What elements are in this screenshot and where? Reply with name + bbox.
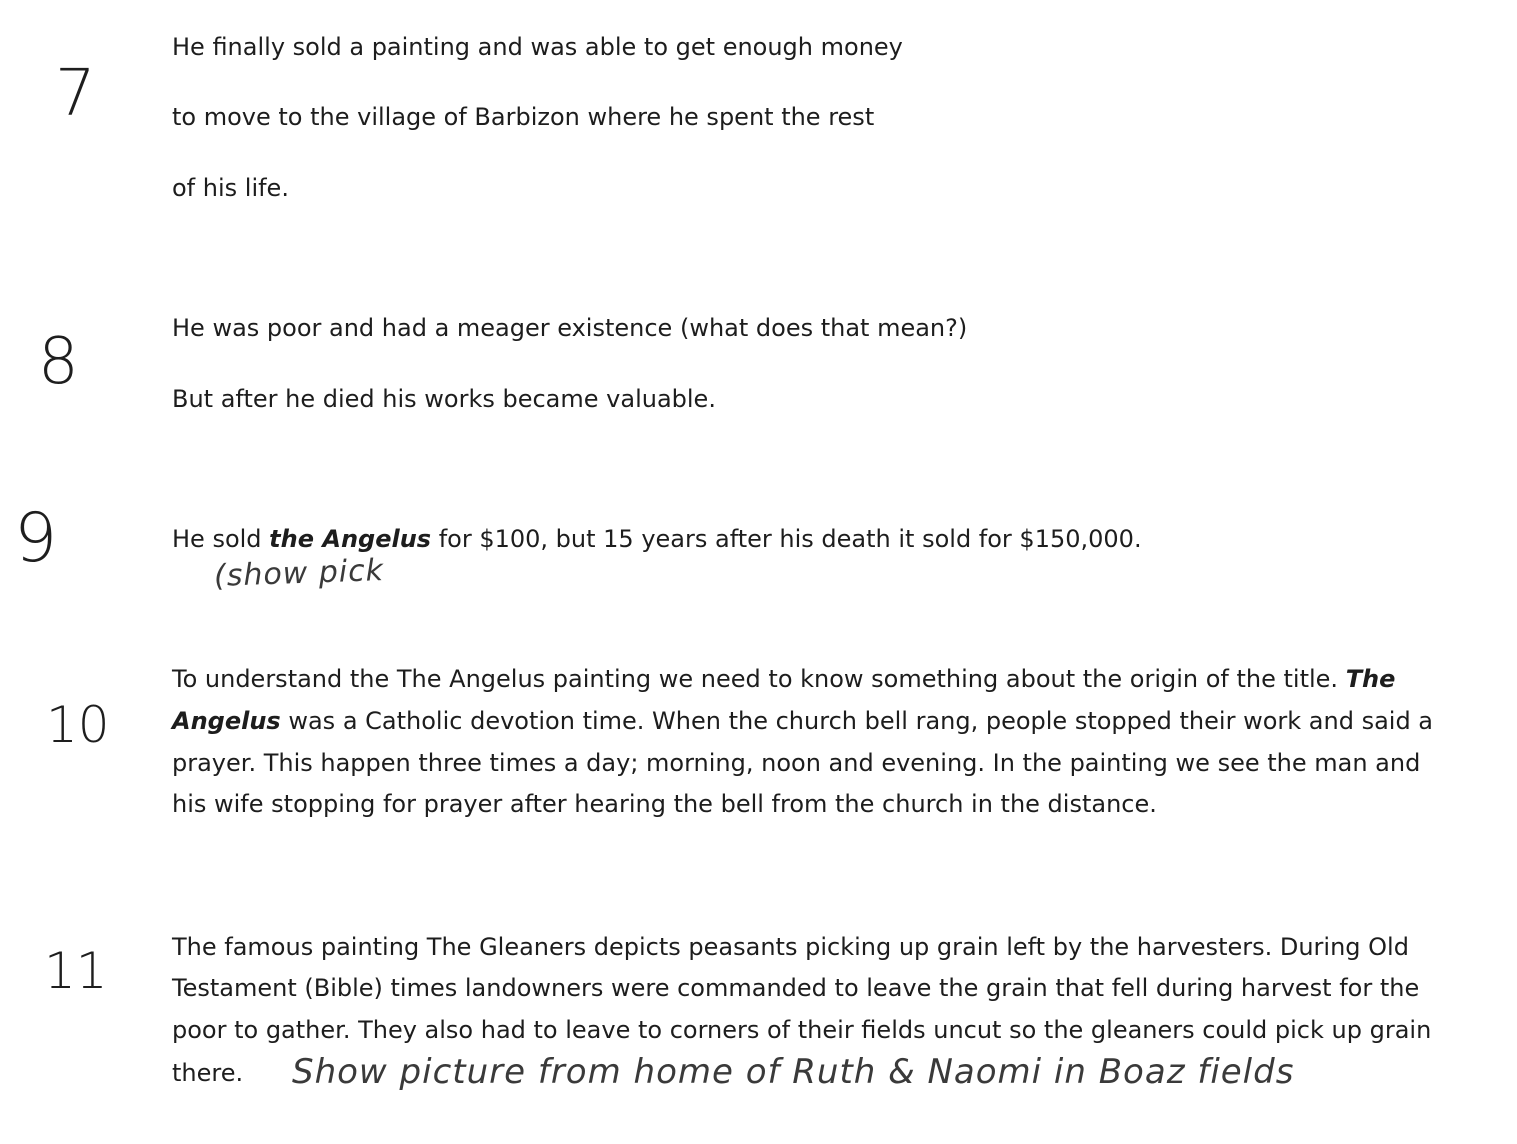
section-11-line-2: Testament (Bible) times landowners were commanded to leave the grain that fell during harvest for the [172, 974, 1420, 1002]
section-9-text-post: for $100, but 15 years after his death it sold for $150,000. [431, 525, 1142, 553]
section-10-line-1-emphasis: The [1345, 665, 1396, 693]
section-8-line-1: He was poor and had a meager existence (what does that mean?) [172, 314, 968, 342]
section-9-text-pre: He sold [172, 525, 270, 553]
section-10-line-2 [172, 707, 1433, 735]
section-11-line-1: The famous painting The Gleaners depicts peasants picking up grain left by the harvesters. During Old [172, 933, 1409, 961]
section-7-line-3: of his life. [172, 174, 289, 202]
section-10-line-3: prayer. This happen three times a day; morning, noon and evening. In the painting we see the man and [172, 749, 1421, 777]
section-10-line-2-text: was a Catholic devotion time. When the church bell rang, people stopped their work and said a [280, 707, 1434, 735]
section-10-line-4: his wife stopping for prayer after hearing the bell from the church in the distance. [172, 790, 1157, 818]
section-9-title-emphasis: the Angelus [269, 525, 432, 553]
section-10-line-1-text: To understand the The Angelus painting we need to know something about the origin of the title. [172, 665, 1346, 693]
handwritten-number-8: 8 [38, 325, 79, 399]
section-7-line-1: He finally sold a painting and was able to get enough money [172, 33, 903, 61]
handwritten-note-show-pick: (show pick [213, 553, 385, 594]
section-10-line-1 [172, 665, 1395, 693]
section-11-line-3: poor to gather. They also had to leave to corners of their fields uncut so the gleaners could pick up grain [172, 1016, 1432, 1044]
section-8-line-2: But after he died his works became valuable. [172, 385, 716, 413]
section-7-line-2: to move to the village of Barbizon where he spent the rest [172, 103, 875, 131]
handwritten-number-7: 7 [55, 57, 96, 131]
handwritten-number-11: 11 [44, 942, 108, 1000]
section-10-line-2-emphasis: Angelus [172, 707, 281, 735]
handwritten-note-show-picture: Show picture from home of Ruth & Naomi in Boaz fields [292, 1052, 1295, 1092]
handwritten-number-9: 9 [14, 499, 58, 578]
handwritten-number-10: 10 [46, 696, 110, 754]
section-9-line [172, 525, 1142, 553]
section-11-line-4: there. [172, 1059, 244, 1087]
